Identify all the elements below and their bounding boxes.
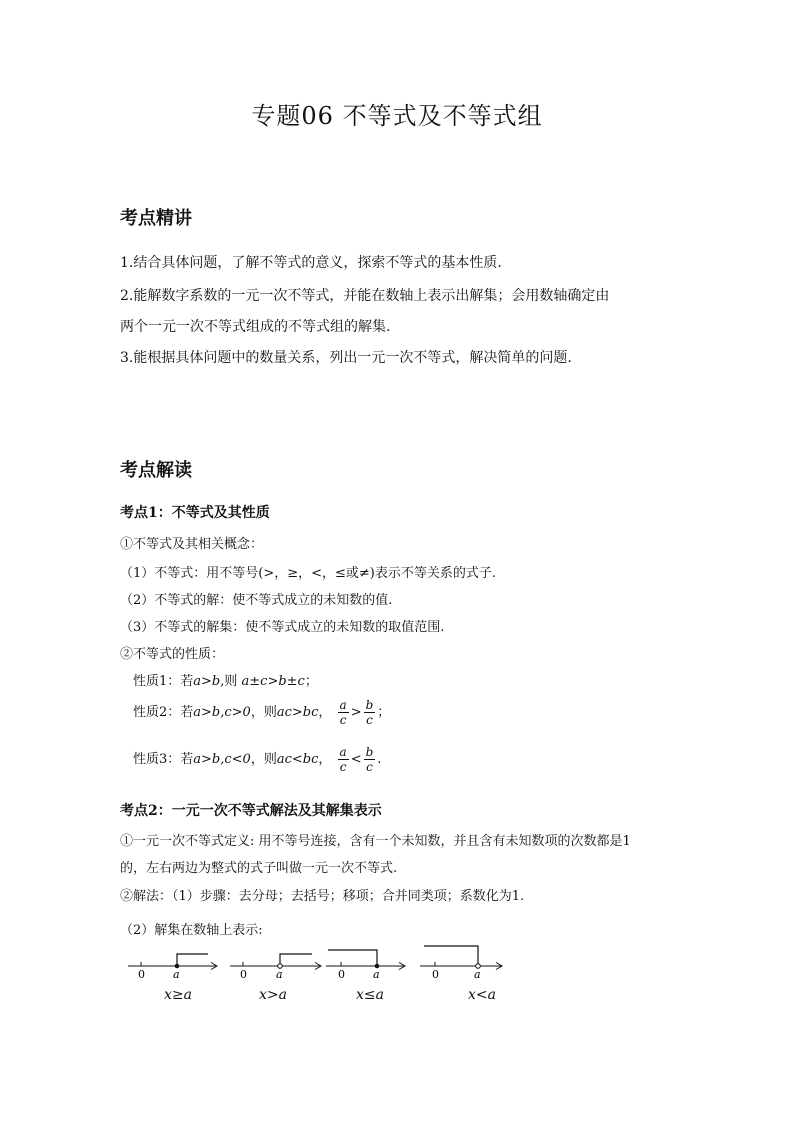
point-label: a (173, 968, 180, 981)
point-label: a (373, 968, 380, 981)
property-1: 性质1：若a>b,则 a±c>b±c； (133, 674, 318, 689)
caption-x-le-a: x≤a (356, 987, 384, 1003)
def-solution: （2）不等式的解：使不等式成立的未知数的值. (120, 593, 393, 608)
caption-x-gt-a: x>a (259, 987, 287, 1003)
property-3: 性质3：若a>b,c<0，则ac<bc， $\frac{a}{c}$ < $\frac{b}{c}$ . (133, 745, 382, 774)
fraction-b-over-c: $\frac{b}{c}$ (365, 745, 374, 774)
linear-inequality-def: ①一元一次不等式定义: 用不等号连接，含有一个未知数，并且含有未知数项的次数都是1 (120, 834, 631, 849)
linear-inequality-def-cont: 的，左右两边为整式的式子叫做一元一次不等式. (120, 861, 398, 876)
fraction-a-over-c: $\frac{a}{c}$ (339, 745, 347, 774)
solving-steps: ②解法：（1）步骤：去分母；去括号；移项；合并同类项；系数化为1. (120, 889, 525, 904)
fraction-b-over-c: $\frac{b}{c}$ (365, 698, 374, 727)
concept-title: ①不等式及其相关概念： (120, 537, 264, 552)
props-title: ②不等式的性质： (120, 647, 225, 662)
zero-label: 0 (338, 968, 345, 981)
kd2-heading: 考点2：一元一次不等式解法及其解集表示 (120, 803, 382, 819)
numberline-title: （2）解集在数轴上表示: (120, 923, 263, 938)
zero-label: 0 (240, 968, 247, 981)
caption-x-ge-a: x≥a (164, 987, 192, 1003)
section-heading-jingjiang: 考点精讲 (120, 208, 192, 229)
page-title: 专题06 不等式及不等式组 (251, 102, 543, 130)
zero-label: 0 (138, 968, 145, 981)
kd1-heading: 考点1：不等式及其性质 (120, 505, 270, 521)
def-inequality: （1）不等式：用不等号(>，≥，<，≤或≠)表示不等关系的式子. (120, 566, 497, 581)
objective-3: 3.能根据具体问题中的数量关系，列出一元一次不等式，解决简单的问题. (120, 350, 572, 366)
objective-2: 2.能解数字系数的一元一次不等式，并能在数轴上表示出解集；会用数轴确定由 (120, 288, 610, 304)
objective-2-cont: 两个一元一次不等式组成的不等式组的解集. (120, 319, 391, 335)
caption-x-lt-a: x<a (468, 987, 496, 1003)
point-label: a (276, 968, 283, 981)
fraction-a-over-c: $\frac{a}{c}$ (339, 698, 347, 727)
property-2: 性质2：若a>b,c>0，则ac>bc， $\frac{a}{c}$ > $\frac{b}{c}$ ； (133, 698, 391, 727)
def-solution-set: （3）不等式的解集：使不等式成立的未知数的取值范围. (120, 620, 445, 635)
point-label: a (474, 968, 481, 981)
zero-label: 0 (432, 968, 439, 981)
section-heading-jiedu: 考点解读 (120, 460, 192, 481)
objective-1: 1.结合具体问题，了解不等式的意义，探索不等式的基本性质. (120, 255, 502, 271)
